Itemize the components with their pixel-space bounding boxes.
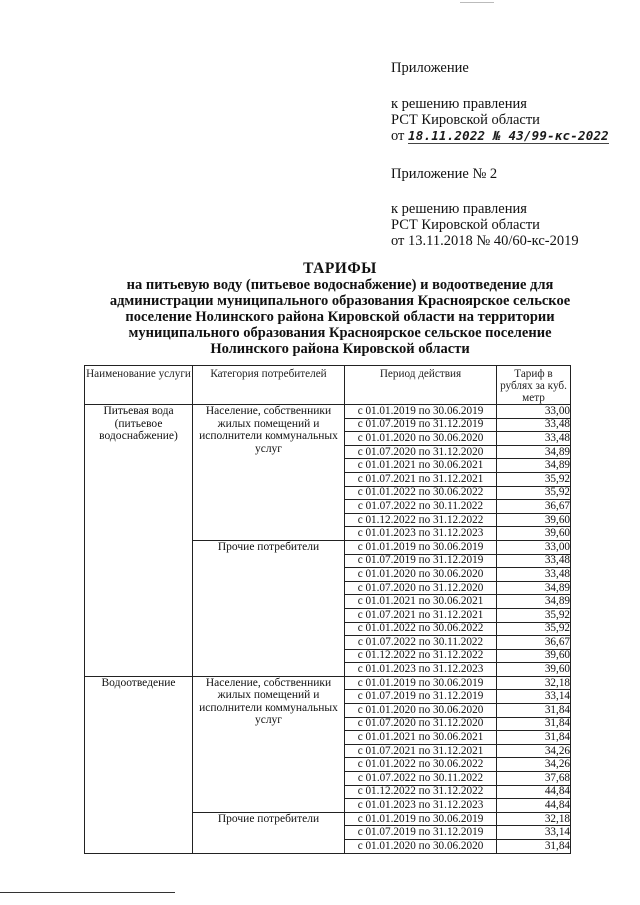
tariffs-table: [84, 365, 571, 854]
tariff-cell: 34,89: [497, 445, 571, 459]
tariff-cell: 32,18: [497, 812, 571, 826]
appendix-1-label: Приложение: [391, 60, 469, 76]
category-cell: Население, собственники жилых помещений и исполнители коммунальных услуг: [193, 676, 345, 812]
title-line-4: муниципального образования Красноярское сельское поселение: [128, 325, 552, 341]
tariff-cell: 33,14: [497, 826, 571, 840]
header-service: Наименование услуги: [85, 366, 193, 405]
period-cell: с 01.01.2020 по 30.06.2020: [345, 840, 497, 854]
period-cell: с 01.01.2022 по 30.06.2022: [345, 622, 497, 636]
service-name-cell: Питьевая вода (питьевое водоснабжение): [85, 405, 193, 677]
title-line-3: поселение Нолинского района Кировской области на территории: [125, 309, 555, 325]
period-cell: с 01.01.2019 по 30.06.2019: [345, 405, 497, 419]
tariff-cell: 33,14: [497, 690, 571, 704]
header-period: Период действия: [345, 366, 497, 405]
period-cell: с 01.01.2020 по 30.06.2020: [345, 704, 497, 718]
period-cell: с 01.01.2020 по 30.06.2020: [345, 568, 497, 582]
tariff-cell: 34,26: [497, 758, 571, 772]
header-category: Категория потребителей: [193, 366, 345, 405]
table-header-row: [85, 366, 571, 405]
period-cell: с 01.01.2021 по 30.06.2021: [345, 731, 497, 745]
period-cell: с 01.07.2020 по 31.12.2020: [345, 581, 497, 595]
tariff-cell: 35,92: [497, 622, 571, 636]
tariff-cell: 39,60: [497, 649, 571, 663]
period-cell: с 01.01.2019 по 30.06.2019: [345, 676, 497, 690]
tariff-cell: 39,60: [497, 527, 571, 541]
tariff-cell: 34,89: [497, 581, 571, 595]
period-cell: с 01.07.2019 по 31.12.2019: [345, 554, 497, 568]
period-cell: с 01.07.2022 по 30.11.2022: [345, 500, 497, 514]
period-cell: с 01.01.2020 по 30.06.2020: [345, 432, 497, 446]
document-title: [100, 261, 580, 357]
tariff-cell: 31,84: [497, 717, 571, 731]
tariff-cell: 34,89: [497, 459, 571, 473]
tariff-cell: 44,84: [497, 799, 571, 813]
table-row: [85, 405, 571, 419]
tariff-cell: 35,92: [497, 486, 571, 500]
period-cell: с 01.01.2022 по 30.06.2022: [345, 758, 497, 772]
period-cell: с 01.07.2021 по 31.12.2021: [345, 608, 497, 622]
decision-1-line-3: [391, 128, 609, 144]
tariff-cell: 39,60: [497, 663, 571, 677]
tariff-cell: 36,67: [497, 500, 571, 514]
period-cell: с 01.01.2019 по 30.06.2019: [345, 540, 497, 554]
decision-1-line-2: РСТ Кировской области: [391, 112, 540, 128]
tariff-cell: 36,67: [497, 636, 571, 650]
period-cell: с 01.01.2021 по 30.06.2021: [345, 595, 497, 609]
period-cell: с 01.01.2023 по 31.12.2023: [345, 663, 497, 677]
period-cell: с 01.07.2020 по 31.12.2020: [345, 717, 497, 731]
period-cell: с 01.07.2020 по 31.12.2020: [345, 445, 497, 459]
decision-1-line-1: к решению правления: [391, 96, 527, 112]
tariff-cell: 31,84: [497, 704, 571, 718]
period-cell: с 01.01.2023 по 31.12.2023: [345, 527, 497, 541]
category-cell: Население, собственники жилых помещений и исполнители коммунальных услуг: [193, 405, 345, 541]
tariff-cell: 31,84: [497, 731, 571, 745]
decision-2-line-3: от 13.11.2018 № 40/60-кс-2019: [391, 233, 579, 249]
tariff-cell: 33,48: [497, 568, 571, 582]
period-cell: с 01.01.2022 по 30.06.2022: [345, 486, 497, 500]
header-tariff: Тариф в рублях за куб. метр: [497, 366, 571, 405]
tariff-cell: 34,26: [497, 744, 571, 758]
period-cell: с 01.12.2022 по 31.12.2022: [345, 649, 497, 663]
tariff-cell: 33,48: [497, 432, 571, 446]
table-row: [85, 676, 571, 690]
tariff-cell: 34,89: [497, 595, 571, 609]
decision-1-prefix: от: [391, 128, 405, 144]
decision-2-line-1: к решению правления: [391, 201, 527, 217]
scan-artifact: [460, 2, 494, 3]
title-main: ТАРИФЫ: [303, 260, 377, 277]
decision-1-block: [391, 96, 609, 144]
decision-2-line-2: РСТ Кировской области: [391, 217, 540, 233]
period-cell: с 01.07.2019 по 31.12.2019: [345, 418, 497, 432]
period-cell: с 01.07.2022 по 30.11.2022: [345, 636, 497, 650]
category-cell: Прочие потребители: [193, 540, 345, 676]
appendix-2-label: Приложение № 2: [391, 166, 498, 182]
appendix-2-block: [391, 166, 497, 182]
decision-1-handwritten-number: 18.11.2022 № 43/99-кс-2022: [408, 128, 609, 143]
tariff-cell: 39,60: [497, 513, 571, 527]
title-line-2: администрации муниципального образования Красноярское сельское: [109, 293, 571, 309]
period-cell: с 01.12.2022 по 31.12.2022: [345, 513, 497, 527]
period-cell: с 01.07.2021 по 31.12.2021: [345, 472, 497, 486]
service-name-cell: Водоотведение: [85, 676, 193, 853]
period-cell: с 01.12.2022 по 31.12.2022: [345, 785, 497, 799]
period-cell: с 01.07.2019 по 31.12.2019: [345, 690, 497, 704]
title-line-5: Нолинского района Кировской области: [210, 341, 470, 357]
period-cell: с 01.01.2023 по 31.12.2023: [345, 799, 497, 813]
tariff-cell: 37,68: [497, 772, 571, 786]
tariff-cell: 33,00: [497, 540, 571, 554]
decision-2-block: [391, 201, 579, 249]
tariff-cell: 32,18: [497, 676, 571, 690]
tariff-cell: 35,92: [497, 608, 571, 622]
table-body: [85, 405, 571, 854]
appendix-1-block: [391, 60, 469, 76]
footnote-divider: [0, 892, 175, 893]
period-cell: с 01.07.2022 по 30.11.2022: [345, 772, 497, 786]
tariff-cell: 33,48: [497, 554, 571, 568]
period-cell: с 01.07.2021 по 31.12.2021: [345, 744, 497, 758]
period-cell: с 01.01.2021 по 30.06.2021: [345, 459, 497, 473]
title-line-1: на питьевую воду (питьевое водоснабжение) и водоотведение для: [126, 277, 554, 293]
category-cell: Прочие потребители: [193, 812, 345, 853]
period-cell: с 01.01.2019 по 30.06.2019: [345, 812, 497, 826]
tariff-cell: 33,00: [497, 405, 571, 419]
tariff-cell: 31,84: [497, 840, 571, 854]
period-cell: с 01.07.2019 по 31.12.2019: [345, 826, 497, 840]
tariff-cell: 35,92: [497, 472, 571, 486]
tariff-cell: 33,48: [497, 418, 571, 432]
tariff-cell: 44,84: [497, 785, 571, 799]
